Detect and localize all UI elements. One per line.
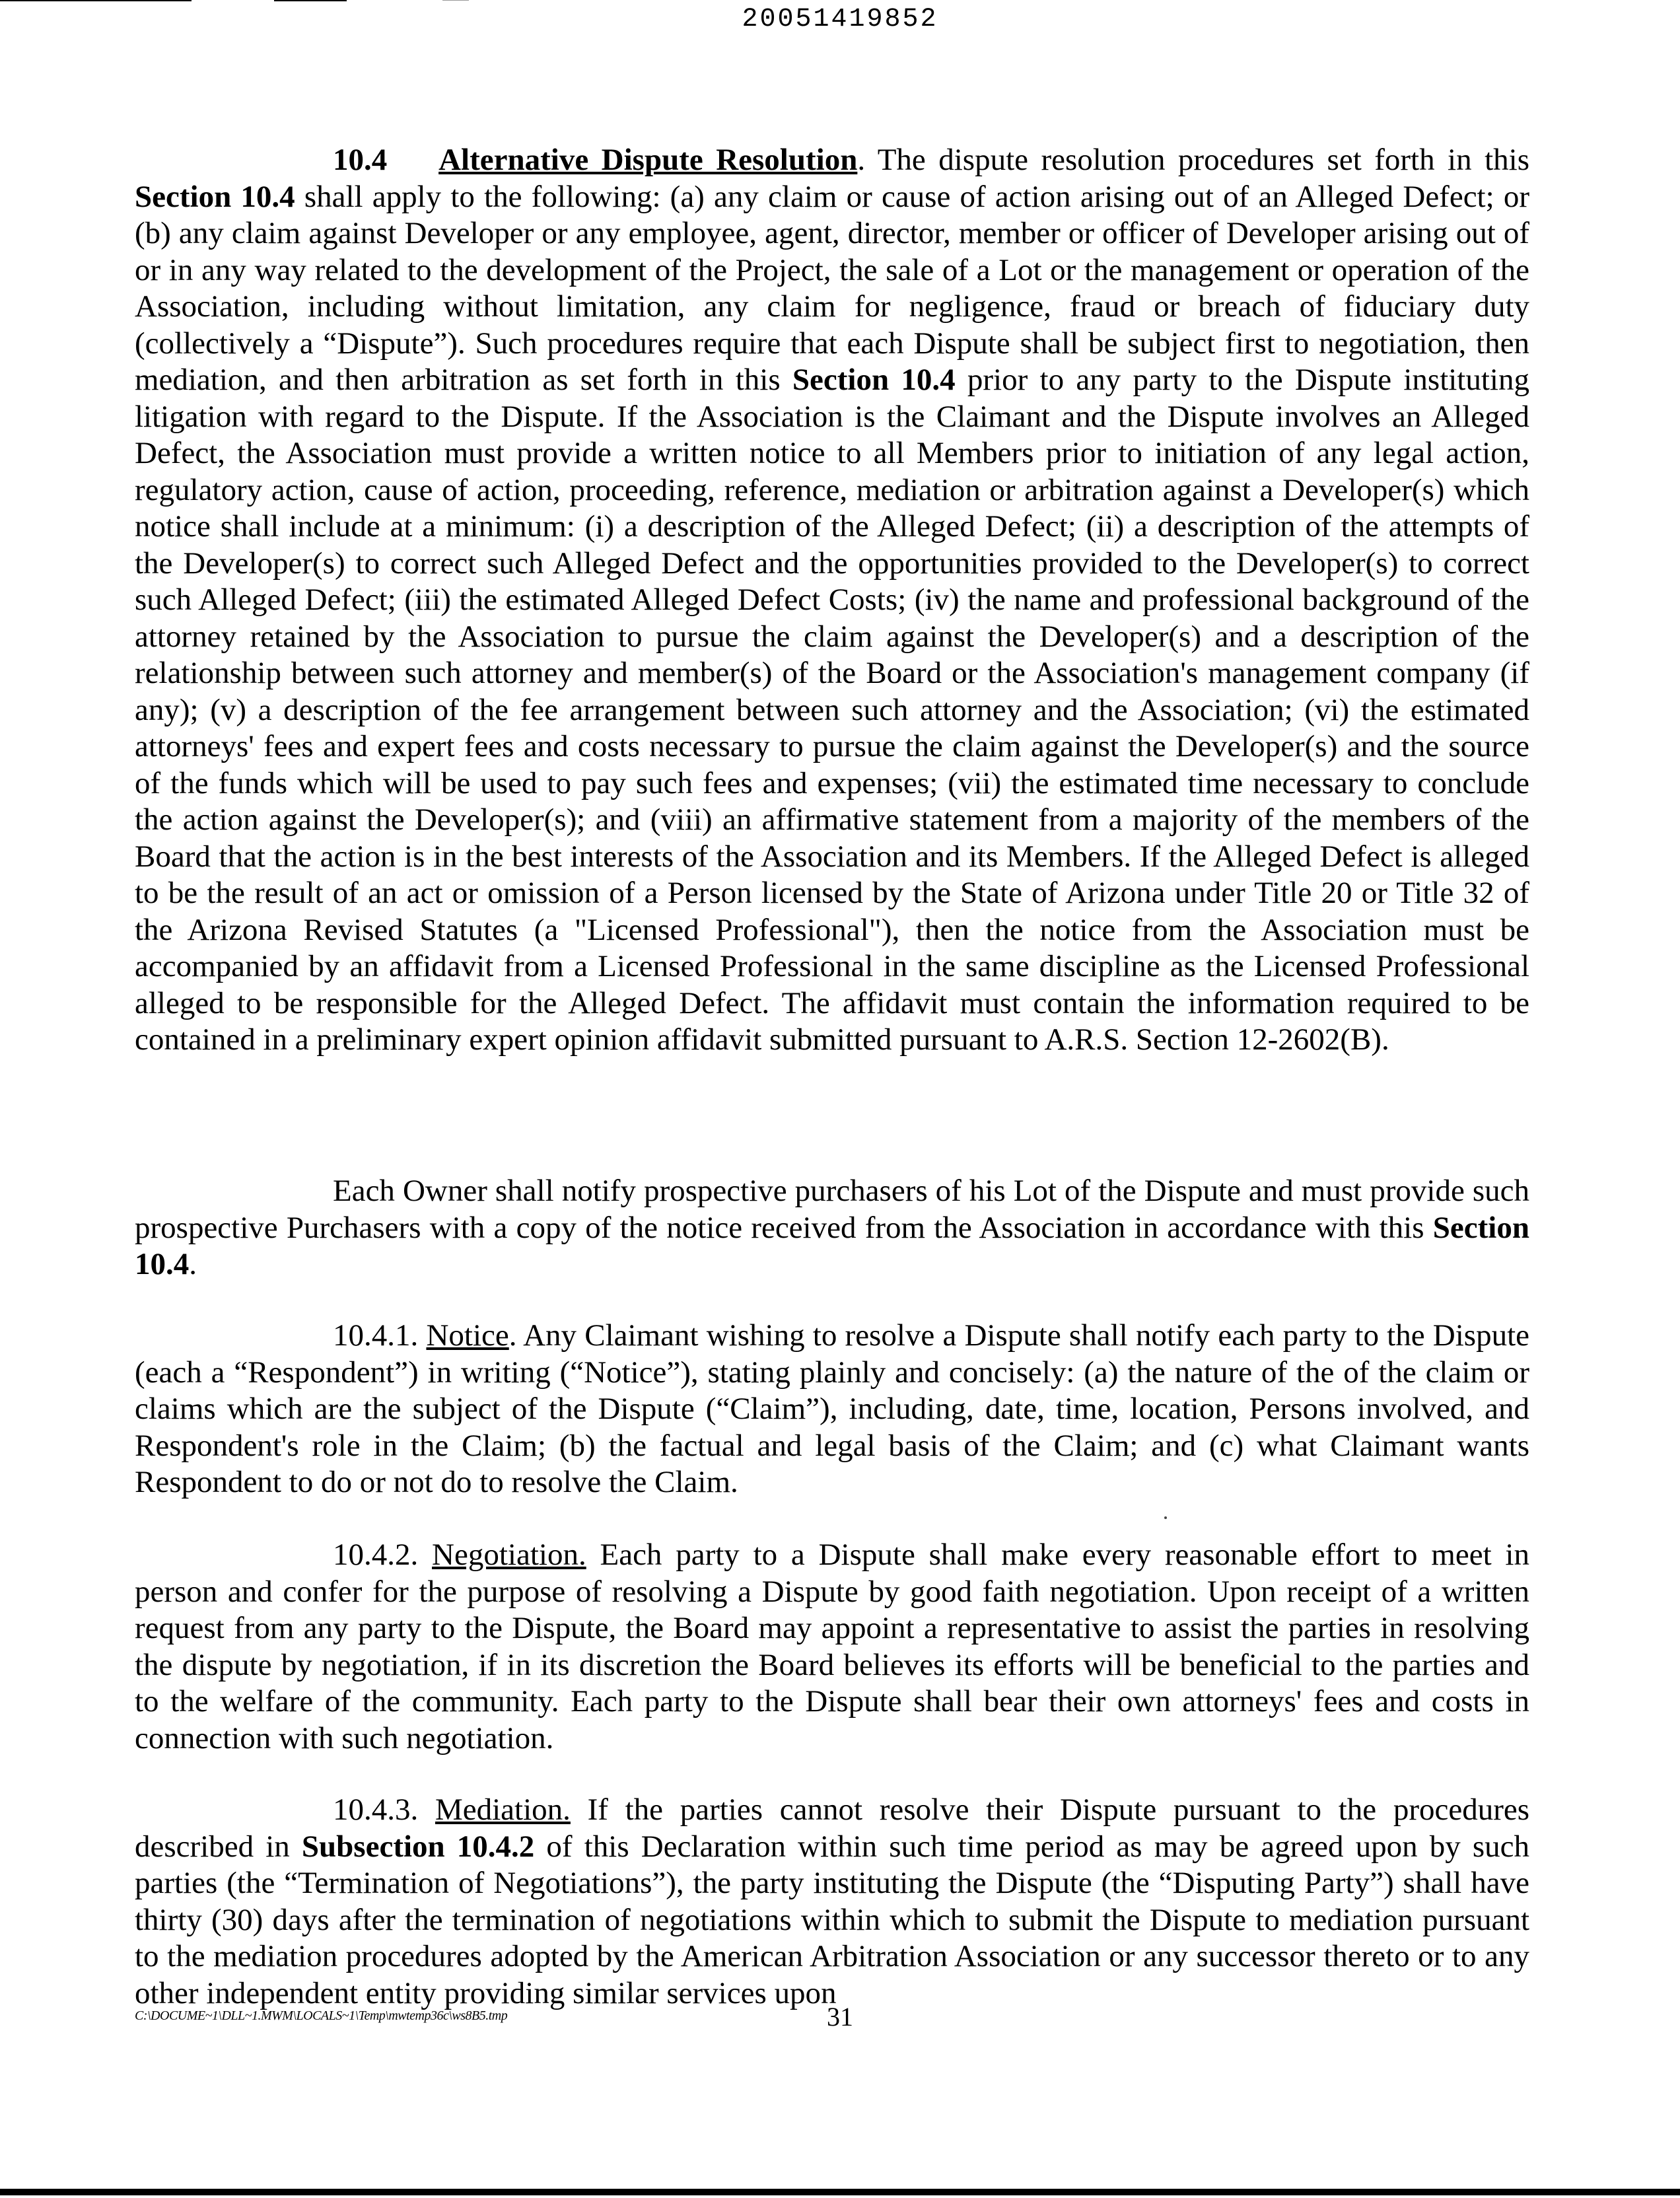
paragraph-text: shall apply to the following: (a) any claim or cause of action arising out of an Alleged Defect; or (b) any claim against Developer or any employee, agent, director, member or officer of Developer arising out of or in any way related to the development of the Project, the sale of a Lot or the management or operation of the Association, including without limitation, any claim for negligence, fraud or breach of fiduciary duty (collectively a “Dispute”). Such procedures require that each Dispute shall be subject first to negotiation, then mediation, and then arbitration as set forth in this: [135, 179, 1529, 397]
paragraph-text: .: [189, 1247, 197, 1281]
paragraph-text: . The dispute resolution procedures set forth in this: [857, 143, 1529, 177]
subsection-10-4-3: [135, 1792, 1529, 2012]
paragraph-text: prior to any party to the Dispute instituting litigation with regard to the Dispute. If the Association is the Claimant and the Dispute involves an Alleged Defect, the Association must provide a written notice to all Members prior to initiation of any legal action, regulatory action, cause of action, proceeding, reference, mediation or arbitration against a Developer(s) which notice shall include at a minimum: (i) a description of the Alleged Defect; (ii) a description of the attempts of the Developer(s) to correct such Alleged Defect and the opportunities provided to the Developer(s) to correct such Alleged Defect; (iii) the estimated Alleged Defect Costs; (iv) the name and professional background of the attorney retained by the Association to pursue the claim against the Developer(s) and a description of the relationship between such attorney and member(s) of the Board or the Association's management company (if any); (v) a description of the fee arrangement between such attorney and the Association; (vi) the estimated attorneys' fees and expert fees and costs necessary to pursue the claim against the Developer(s) and the source of the funds which will be used to pay such fees and expenses; (vii) the estimated time necessary to conclude the action against the Developer(s); and (viii) an affirmative statement from a majority of the members of the Board that the action is in the best interests of the Association and its Members. If the Alleged Defect is alleged to be the result of an act or omission of a Person licensed by the State of Arizona under Title 20 or Title 32 of the Arizona Revised Statutes (a "Licensed Professional"), then the notice from the Association must be accompanied by an affidavit from a Licensed Professional in the same discipline as the Licensed Professional alleged to be responsible for the Alleged Defect. The affidavit must contain the information required to be contained in a preliminary expert opinion affidavit submitted pursuant to A.R.S. Section 12-2602(B).: [135, 363, 1529, 1057]
subsection-title: Mediation.: [435, 1792, 571, 1827]
paragraph-text: Each Owner shall notify prospective purchasers of his Lot of the Dispute and must provide such prospective Purchasers with a copy of the notice received from the Association in accordance with this: [135, 1174, 1529, 1245]
subsection-title: Notice: [426, 1318, 509, 1353]
scan-speck: [1164, 1516, 1167, 1519]
subsection-number: 10.4.2.: [333, 1538, 433, 1572]
section-10-4-paragraph: [135, 142, 1529, 1059]
subsection-number: 10.4.3.: [333, 1792, 435, 1827]
paragraph-text: Each party to a Dispute shall make every reasonable effort to meet in person and confer for the purpose of resolving a Dispute by good faith negotiation. Upon receipt of a written request from any party to the Dispute, the Board may appoint a representative to assist the parties in resolving the dispute by negotiation, if in its discretion the Board believes its efforts will be beneficial to the parties and to the welfare of the community. Each party to the Dispute shall bear their own attorneys' fees and costs in connection with such negotiation.: [135, 1538, 1529, 1755]
subsection-10-4-2: [135, 1537, 1529, 1757]
section-reference: Section 10.4: [135, 179, 295, 214]
paragraph-text: of this Declaration within such time period as may be agreed upon by such parties (the “Termination of Negotiations”), the party instituting the Dispute (the “Disputing Party”) shall have thirty (30) days after the termination of negotiations within which to submit the Dispute to mediation pursuant to the mediation procedures adopted by the American Arbitration Association or any successor thereto or to any other independent entity providing similar services upon: [135, 1829, 1529, 2010]
section-number: 10.4: [333, 143, 388, 177]
scan-mark: [0, 0, 192, 1]
paragraph-text: . Any Claimant wishing to resolve a Dispute shall notify each party to the Dispute (each a “Respondent”) in writing (“Notice”), stating plainly and concisely: (a) the nature of the of the claim or claims which are the subject of the Dispute (“Claim”), including, date, time, location, Persons involved, and Respondent's role in the Claim; (b) the factual and legal basis of the Claim; and (c) what Claimant wants Respondent to do or not do to resolve the Claim.: [135, 1318, 1529, 1499]
scan-mark: [442, 0, 469, 1]
paragraph-text: If the parties cannot resolve their Dispute pursuant to the procedures described in: [135, 1792, 1530, 1864]
section-reference: Subsection 10.4.2: [301, 1829, 535, 1864]
subsection-title: Negotiation.: [432, 1538, 586, 1572]
footer-file-path: C:\DOCUME~1\DLL~1.MWM\LOCALS~1\Temp\mwtemp36c\ws8B5.tmp: [135, 2008, 508, 2023]
scan-bottom-bar: [0, 2189, 1680, 2195]
record-number: 20051419852: [742, 5, 938, 34]
owner-notice-paragraph: [135, 1173, 1529, 1283]
subsection-number: 10.4.1.: [333, 1318, 427, 1353]
scan-mark: [274, 0, 347, 1]
subsection-10-4-1: [135, 1318, 1529, 1501]
section-title: Alternative Dispute Resolution: [438, 143, 858, 177]
page-number: 31: [827, 2002, 853, 2032]
section-reference: Section 10.4: [792, 363, 956, 397]
section-reference: Section 10.4: [135, 1210, 1529, 1281]
